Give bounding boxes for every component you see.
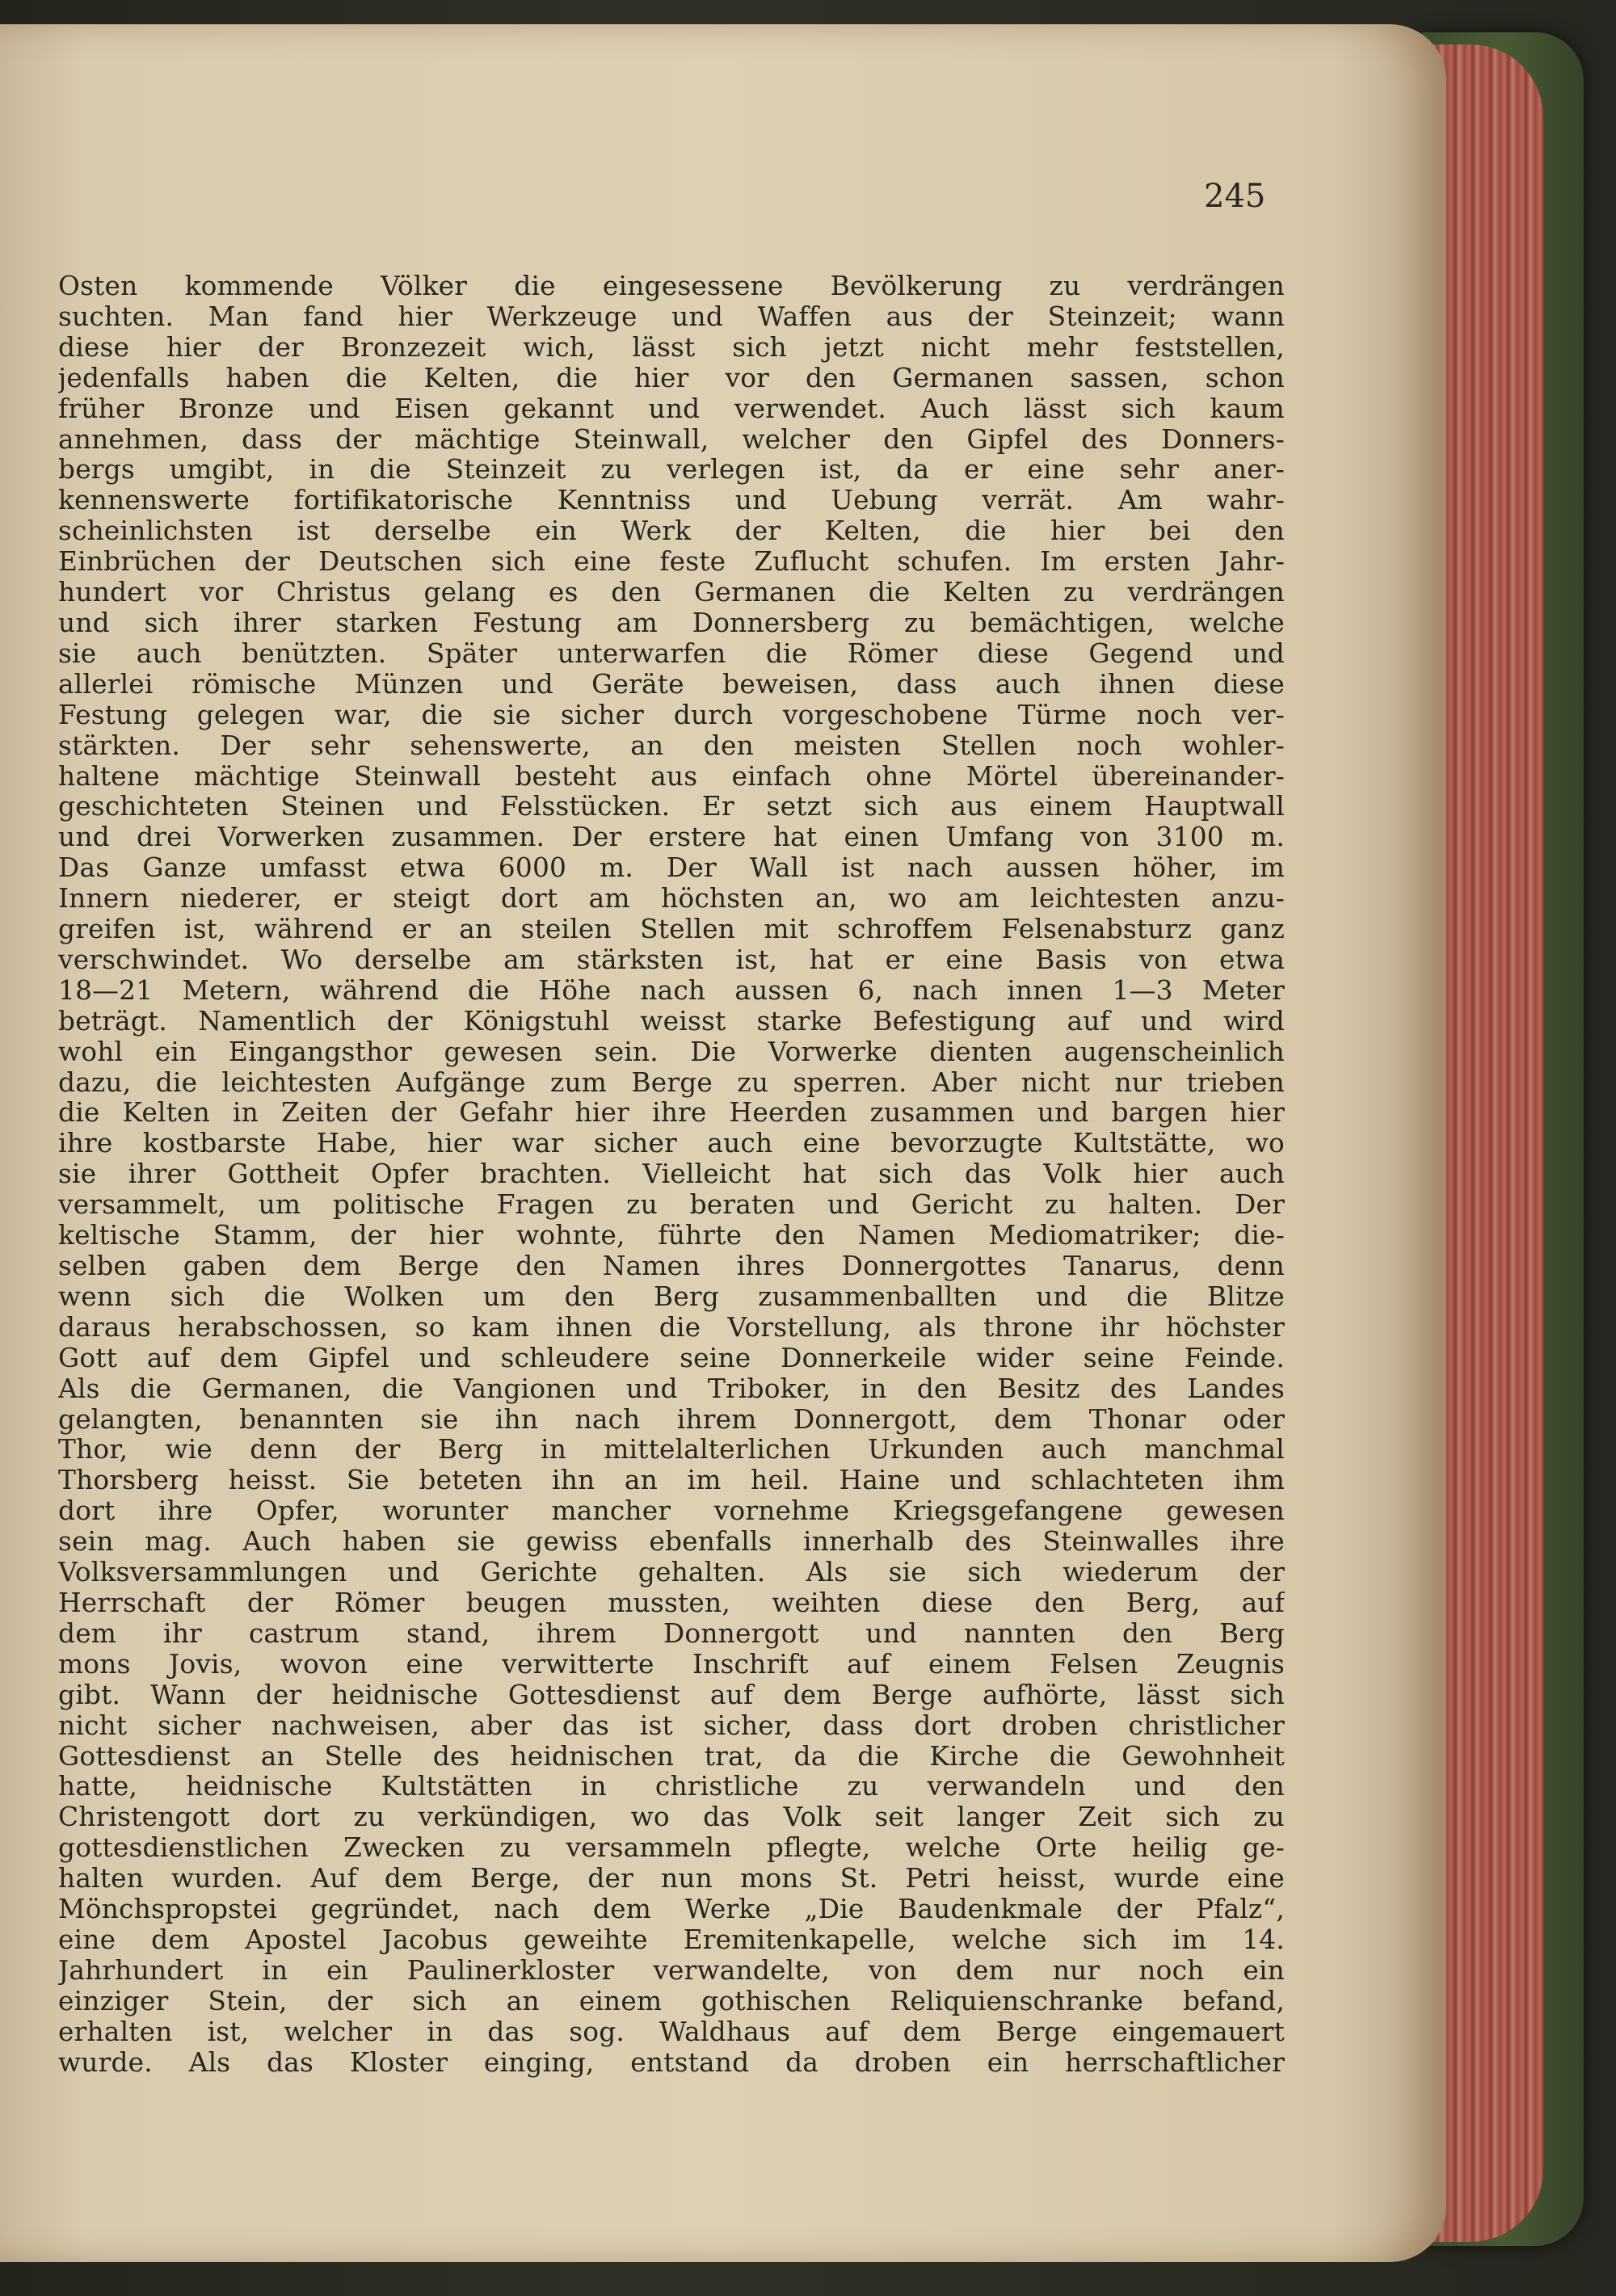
text-line: kennenswerte fortifikatorische Kenntniss und Uebung verrät. Am wahr- — [58, 486, 1285, 516]
text-line: früher Bronze und Eisen gekannt und verwendet. Auch lässt sich kaum — [58, 393, 1285, 424]
text-line: Mönchspropstei gegründet, nach dem Werke „Die Baudenkmale der Pfalz“, — [58, 1894, 1285, 1925]
text-line: jedenfalls haben die Kelten, die hier vor den Germanen sassen, schon — [58, 363, 1285, 393]
text-line: Gott auf dem Gipfel und schleudere seine Donnerkeile wider seine Feinde. — [58, 1343, 1285, 1373]
text-line: sie auch benützten. Später unterwarfen die Römer diese Gegend und — [58, 638, 1285, 669]
text-line: Gottesdienst an Stelle des heidnischen trat, da die Kirche die Gewohnheit — [58, 1741, 1285, 1772]
text-line: greifen ist, während er an steilen Stellen mit schroffem Felsenabsturz ganz — [58, 915, 1285, 945]
text-line: haltene mächtige Steinwall besteht aus einfach ohne Mörtel übereinander- — [58, 761, 1285, 792]
text-line: Thorsberg heisst. Sie beteten ihn an im heil. Haine und schlachteten ihm — [58, 1465, 1285, 1496]
text-line: mons Jovis, wovon eine verwitterte Inschrift auf einem Felsen Zeugnis — [58, 1649, 1285, 1680]
text-line: daraus herabschossen, so kam ihnen die Vorstellung, als throne ihr höchster — [58, 1312, 1285, 1343]
text-line: geschichteten Steinen und Felsstücken. Er setzt sich aus einem Hauptwall — [58, 792, 1285, 822]
text-line: die Kelten in Zeiten der Gefahr hier ihre Heerden zusammen und bargen hier — [58, 1098, 1285, 1129]
text-line: halten wurden. Auf dem Berge, der nun mons St. Petri heisst, wurde eine — [58, 1864, 1285, 1894]
text-line: und sich ihrer starken Festung am Donnersberg zu bemächtigen, welche — [58, 608, 1285, 638]
book-page — [0, 24, 1446, 2262]
page-number: 245 — [1204, 178, 1266, 215]
text-line: diese hier der Bronzezeit wich, lässt sich jetzt nicht mehr feststellen, — [58, 332, 1285, 363]
text-line: Osten kommende Völker die eingesessene Bevölkerung zu verdrängen — [58, 271, 1285, 301]
text-line: verschwindet. Wo derselbe am stärksten ist, hat er eine Basis von etwa — [58, 944, 1285, 975]
text-line: scheinlichsten ist derselbe ein Werk der Kelten, die hier bei den — [58, 516, 1285, 547]
text-line: Thor, wie denn der Berg in mittelalterlichen Urkunden auch manchmal — [58, 1435, 1285, 1465]
text-line: gelangten, benannten sie ihn nach ihrem Donnergott, dem Thonar oder — [58, 1404, 1285, 1435]
text-line: gibt. Wann der heidnische Gottesdienst auf dem Berge aufhörte, lässt sich — [58, 1680, 1285, 1710]
text-line: ihre kostbarste Habe, hier war sicher auch eine bevorzugte Kultstätte, wo — [58, 1129, 1285, 1159]
text-line: 18—21 Metern, während die Höhe nach aussen 6, nach innen 1—3 Meter — [58, 975, 1285, 1006]
text-line: hundert vor Christus gelang es den Germanen die Kelten zu verdrängen — [58, 578, 1285, 608]
text-line: wenn sich die Wolken um den Berg zusammenballten und die Blitze — [58, 1281, 1285, 1312]
text-line: annehmen, dass der mächtige Steinwall, welcher den Gipfel des Donners- — [58, 424, 1285, 455]
text-line: stärkten. Der sehr sehenswerte, an den meisten Stellen noch wohler- — [58, 730, 1285, 761]
text-line: Als die Germanen, die Vangionen und Triboker, in den Besitz des Landes — [58, 1373, 1285, 1404]
text-line: Christengott dort zu verkündigen, wo das Volk seit langer Zeit sich zu — [58, 1802, 1285, 1833]
text-line: wohl ein Eingangsthor gewesen sein. Die Vorwerke dienten augenscheinlich — [58, 1037, 1285, 1067]
text-line: sie ihrer Gottheit Opfer brachten. Vielleicht hat sich das Volk hier auch — [58, 1159, 1285, 1190]
text-line: Volksversammlungen und Gerichte gehalten. Als sie sich wiederum der — [58, 1558, 1285, 1588]
text-line: sein mag. Auch haben sie gewiss ebenfalls innerhalb des Steinwalles ihre — [58, 1527, 1285, 1558]
text-line: dort ihre Opfer, worunter mancher vornehme Kriegsgefangene gewesen — [58, 1496, 1285, 1527]
text-line: gottesdienstlichen Zwecken zu versammeln pflegte, welche Orte heilig ge- — [58, 1833, 1285, 1864]
text-line: Einbrüchen der Deutschen sich eine feste Zuflucht schufen. Im ersten Jahr- — [58, 547, 1285, 578]
text-line: allerlei römische Münzen und Geräte beweisen, dass auch ihnen diese — [58, 669, 1285, 700]
text-line: einziger Stein, der sich an einem gothischen Reliquienschranke befand, — [58, 1986, 1285, 2016]
text-line: versammelt, um politische Fragen zu beraten und Gericht zu halten. Der — [58, 1190, 1285, 1221]
body-text — [58, 271, 1285, 2078]
text-line: selben gaben dem Berge den Namen ihres Donnergottes Tanarus, denn — [58, 1251, 1285, 1281]
text-line: wurde. Als das Kloster einging, entstand da droben ein herrschaftlicher — [58, 2047, 1285, 2078]
text-line: eine dem Apostel Jacobus geweihte Eremitenkapelle, welche sich im 14. — [58, 1924, 1285, 1955]
text-line: beträgt. Namentlich der Königstuhl weisst starke Befestigung auf und wird — [58, 1006, 1285, 1037]
text-line: Herrschaft der Römer beugen mussten, weihten diese den Berg, auf — [58, 1587, 1285, 1618]
text-line: und drei Vorwerken zusammen. Der erstere hat einen Umfang von 3100 m. — [58, 822, 1285, 853]
text-line: dazu, die leichtesten Aufgänge zum Berge zu sperren. Aber nicht nur trieben — [58, 1067, 1285, 1098]
text-line: Das Ganze umfasst etwa 6000 m. Der Wall ist nach aussen höher, im — [58, 853, 1285, 884]
text-line: Jahrhundert in ein Paulinerkloster verwandelte, von dem nur noch ein — [58, 1955, 1285, 1986]
text-line: nicht sicher nachweisen, aber das ist sicher, dass dort droben christlicher — [58, 1710, 1285, 1741]
text-line: keltische Stamm, der hier wohnte, führte den Namen Mediomatriker; die- — [58, 1221, 1285, 1251]
text-line: suchten. Man fand hier Werkzeuge und Waffen aus der Steinzeit; wann — [58, 301, 1285, 332]
text-line: Festung gelegen war, die sie sicher durch vorgeschobene Türme noch ver- — [58, 700, 1285, 730]
text-line: dem ihr castrum stand, ihrem Donnergott und nannten den Berg — [58, 1618, 1285, 1649]
text-line: bergs umgibt, in die Steinzeit zu verlegen ist, da er eine sehr aner- — [58, 455, 1285, 486]
text-line: Innern niederer, er steigt dort am höchsten an, wo am leichtesten anzu- — [58, 884, 1285, 915]
text-line: hatte, heidnische Kultstätten in christliche zu verwandeln und den — [58, 1772, 1285, 1802]
text-line: erhalten ist, welcher in das sog. Waldhaus auf dem Berge eingemauert — [58, 2016, 1285, 2047]
